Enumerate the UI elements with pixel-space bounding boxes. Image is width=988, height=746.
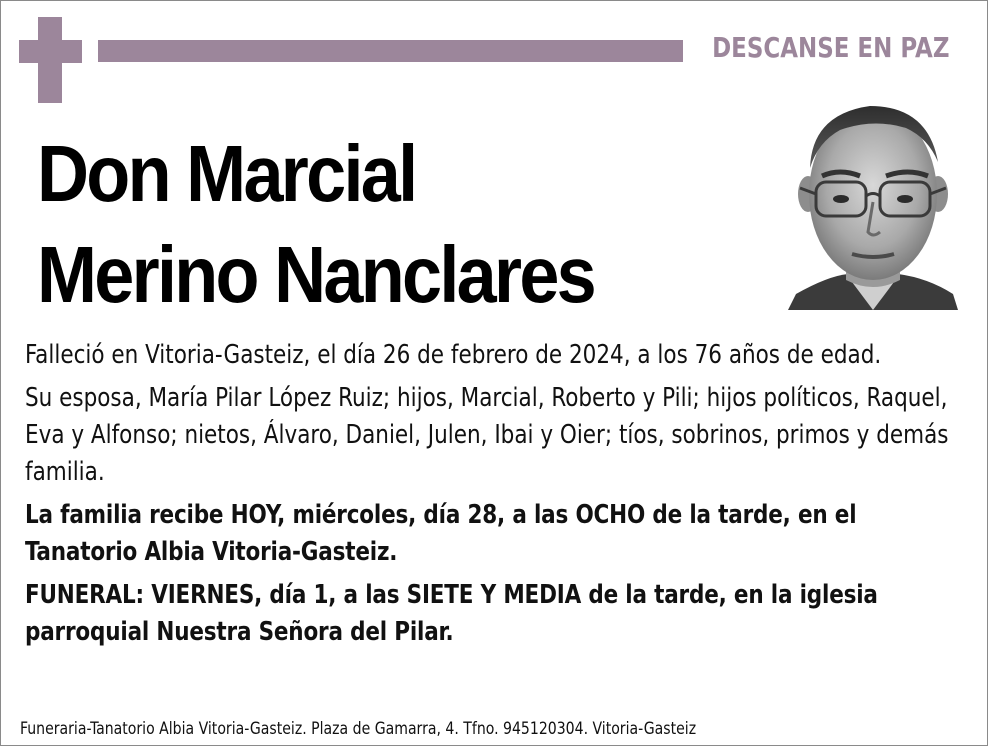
family-list: Su esposa, María Pilar López Ruiz; hijos, Marcial, Roberto y Pili; hijos políticos, Raquel, Eva y Alfonso; nietos, Álvaro, Daniel, Julen, Ibai y Oier; tíos, sobrinos, primos y demás familia. xyxy=(25,383,949,487)
portrait-icon xyxy=(788,98,958,310)
deceased-name-line1: Don Marcial xyxy=(37,129,416,218)
deceased-name-line2: Merino Nanclares xyxy=(37,230,595,319)
death-notice: Falleció en Vitoria-Gasteiz, el día 26 de febrero de 2024, a los 76 años de edad. xyxy=(25,340,882,370)
funeral-notice: FUNERAL: VIERNES, día 1, a las SIETE Y MEDIA de la tarde, en la iglesia parroquial Nuestra Señora del Pilar. xyxy=(25,580,878,647)
funeral-home-footer: Funeraria-Tanatorio Albia Vitoria-Gasteiz. Plaza de Gamarra, 4. Tfno. 945120304. Vitoria-Gasteiz xyxy=(20,719,697,739)
portrait-photo xyxy=(788,98,958,310)
cross-icon-horizontal xyxy=(19,40,82,63)
visitation-notice: La familia recibe HOY, miércoles, día 28, a las OCHO de la tarde, en el Tanatorio Albia Vitoria-Gasteiz. xyxy=(25,500,857,567)
header-rule xyxy=(98,40,683,62)
obituary-body xyxy=(25,337,975,657)
header-label: DESCANSE EN PAZ xyxy=(711,31,949,64)
